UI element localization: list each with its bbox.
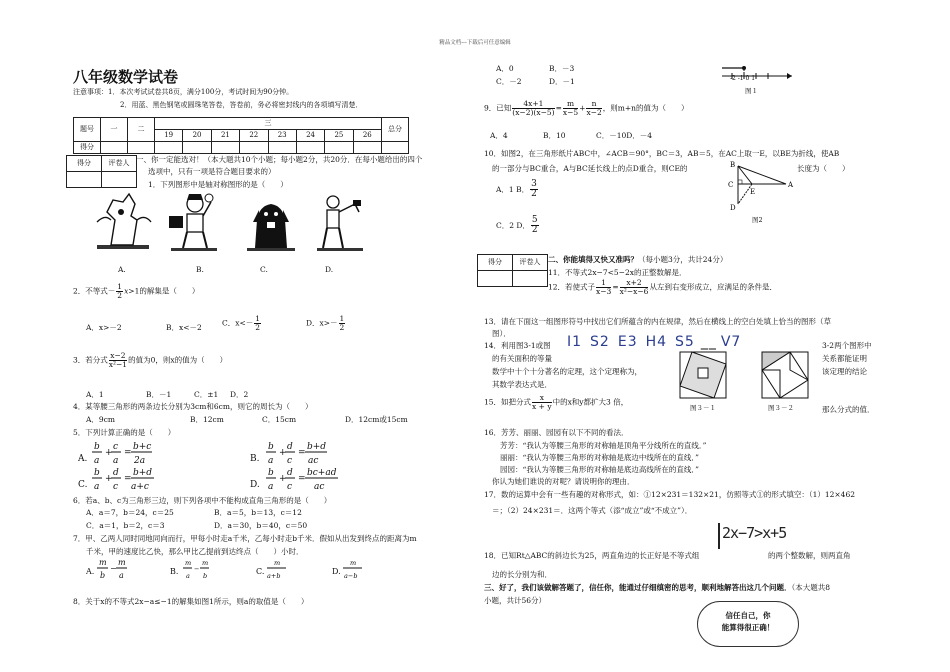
svg-text:m: m: [185, 559, 192, 567]
q2-opt-a[interactable]: A．x>－2: [86, 323, 122, 332]
score-cell[interactable]: [296, 142, 324, 154]
q9-num: 4x+1: [512, 100, 554, 109]
fig2-triangle: [726, 158, 798, 216]
svg-text:b: b: [100, 571, 106, 580]
svg-text:=: =: [298, 448, 306, 458]
q10-text3: 长度为（ ）: [797, 164, 850, 173]
svg-text:A.: A.: [86, 567, 95, 576]
q8-opt-d[interactable]: D．－1: [549, 77, 575, 86]
score-cell[interactable]: [325, 142, 353, 154]
cloud-line-2: 能算得很正确！: [721, 623, 775, 633]
svg-text:d: d: [287, 468, 293, 478]
col-24: 24: [296, 130, 324, 142]
symbol-3: E3: [617, 334, 638, 350]
svg-text:C.: C.: [256, 567, 265, 576]
svg-text:+: +: [279, 474, 287, 484]
q2-c-num: 1: [255, 314, 261, 323]
grader-cell[interactable]: [478, 271, 513, 287]
q12-pre: 12．若使式子: [548, 282, 596, 292]
q3-num: x−2: [110, 351, 126, 360]
q10-opt-cd[interactable]: [496, 216, 540, 236]
svg-text:a: a: [94, 456, 100, 466]
symbol-1: I1: [567, 334, 583, 350]
svg-text:a+c: a+c: [131, 482, 149, 492]
svg-text:bc+ad: bc+ad: [307, 468, 337, 478]
q6-opt-a[interactable]: A．a＝7，b＝24，c＝25: [86, 508, 174, 517]
q15-pre: 15．如把分式: [484, 397, 532, 407]
q9-m: m: [563, 100, 578, 109]
svg-text:A.: A.: [78, 454, 88, 464]
q4-opt-d[interactable]: D．12cm或15cm: [345, 415, 408, 424]
q9-stem: [484, 100, 688, 117]
q12-eq: =: [612, 282, 619, 292]
svg-text:+: +: [105, 448, 113, 458]
q9-n: n: [586, 100, 601, 109]
dancer-figure-icon: [317, 196, 363, 251]
fig2-C: C: [728, 181, 734, 189]
q6-opt-c[interactable]: C．a＝1，b＝2，c＝3: [86, 521, 165, 530]
svg-text:ac: ac: [314, 482, 325, 492]
q10-text2: 的一部分与BC重合，A与BC延长线上的点D重合，则CE的: [492, 164, 688, 173]
encouragement-cloud: [697, 601, 799, 647]
score-table: [73, 117, 409, 154]
q10-b-num: 3: [531, 179, 537, 189]
q9-eq: =: [555, 103, 562, 113]
svg-text:m: m: [202, 559, 209, 567]
q16-t4: 园园：“我认为等腰三角形的对称轴是底边高线所在的直线．”: [500, 465, 699, 474]
score-cell[interactable]: [101, 142, 128, 154]
score-cell[interactable]: [128, 142, 155, 154]
tree-figure-icon: [97, 194, 151, 249]
q3-opt-b[interactable]: B．－1: [146, 390, 172, 399]
q3-opt-c[interactable]: C．±1: [194, 390, 219, 399]
q6-opt-d[interactable]: D．a＝30，b＝40，c＝50: [214, 521, 308, 530]
q7-options-formulas[interactable]: [86, 556, 376, 584]
fig2-E: E: [750, 188, 756, 196]
grader-label: 评卷人: [102, 156, 137, 172]
section3-title: 三、好了，我们该做解答题了，信任你，能通过仔细缜密的思考，顺利地解答出这几个问题．: [484, 583, 792, 592]
q1-opt-b[interactable]: B.: [196, 265, 204, 274]
symbol-2: S2: [590, 334, 610, 350]
section1-head2: 选项中，只有一项是符合题目要求的）: [148, 167, 276, 176]
q10-text: 10．如图2，在三角形纸片ABC中，∠ACB＝90°，BC＝3，AB＝5，在AC上取一E，以BE为折线，使AB: [484, 149, 840, 158]
q1-figures: [95, 190, 365, 256]
q9-den3: x−2: [586, 107, 602, 117]
q2-opt-d[interactable]: [306, 315, 346, 332]
q2-opt-b[interactable]: B．x<－2: [166, 323, 202, 332]
svg-text:a: a: [268, 456, 274, 466]
svg-text:b: b: [94, 468, 100, 478]
q17-t2: ＝；（2）24×231＝．这两个等式（添“成立”或“不成立”）．: [492, 506, 693, 515]
q16-t3: 丽丽：“我认为等腰三角形的对称轴是底边中线所在的直线．”: [500, 453, 699, 462]
q10-d-num: 5: [531, 215, 538, 225]
svg-text:d: d: [287, 442, 293, 452]
q13-text: 13．请在下面这一组图形符号中找出它们所蕴含的内在规律，然后在横线上的空白处填上恰当的图形（草: [484, 317, 832, 326]
svg-text:a: a: [268, 482, 274, 492]
q8-opt-b[interactable]: B．－3: [549, 64, 575, 73]
svg-text:b: b: [203, 572, 208, 580]
svg-text:c: c: [113, 482, 119, 492]
q9-post: ，则m+n的值为（ ）: [602, 103, 689, 113]
q17-t1: 17．数的运算中会有一些有趣的对称形式，如：①12×231＝132×21，仿照等式①的形式填空：（1）12×462: [484, 490, 855, 499]
q14-t4: 其数学表达式是．: [492, 380, 552, 389]
q12-post: 从左到右变形成立，应满足的条件是．: [649, 282, 777, 292]
score-cell[interactable]: [211, 142, 239, 154]
svg-text:c: c: [287, 482, 293, 492]
grader-table-1: [66, 155, 137, 188]
svg-text:+: +: [279, 448, 287, 458]
score-cell[interactable]: [382, 142, 409, 154]
q5-options-formulas[interactable]: [78, 438, 408, 494]
q18-t3: 边的长分别为和．: [492, 570, 552, 579]
col-25: 25: [325, 130, 353, 142]
q9-den2: x−5: [562, 107, 579, 117]
q3-pre: 3．若分式: [73, 355, 108, 365]
svg-text:a: a: [113, 456, 119, 466]
page-title: 八年级数学试卷: [73, 68, 179, 86]
q8-opt-a[interactable]: A．0: [496, 64, 514, 73]
q10-d-den: 2: [531, 225, 538, 236]
q2-d-den: 2: [339, 322, 345, 332]
q3-post: 的值为0，则x的值为（ ）: [128, 355, 228, 365]
score-label: 题号: [74, 118, 101, 142]
q18-inequality-system: 2x−7>x+5: [722, 524, 787, 542]
q10-ab-label: A．1 B．: [496, 184, 530, 194]
section2-sub: （每小题3分，共计24分）: [638, 255, 728, 264]
grader-cell[interactable]: [67, 172, 102, 188]
cloud-line-1: 信任自己，你: [725, 611, 771, 620]
q1-text: 1．下列图形中是轴对称图形的是（ ）: [148, 180, 288, 189]
col-one: 一: [101, 118, 128, 142]
page-header: 精品文档---下载后可任意编辑: [439, 40, 511, 46]
grader-cell[interactable]: [513, 271, 548, 287]
q2-post: >1的解集是（ ）: [128, 286, 200, 296]
svg-text:b+d: b+d: [307, 442, 327, 452]
q18-brace: [718, 523, 720, 549]
q14-t2: 的有关面积的等量: [492, 354, 552, 363]
q12-num: 1: [596, 279, 611, 288]
q7-text: 7．甲、乙两人同时同地同向而行，甲每小时走a千米，乙每小时走b千米．假如从出发到终点的距离为m: [73, 534, 417, 543]
q2-num: 1: [117, 282, 123, 291]
svg-text:a−b: a−b: [344, 572, 358, 580]
section2-title: 二、你能填得又快又准吗？: [548, 255, 638, 264]
q15-stem: [484, 394, 628, 411]
q16-t5: 你认为她们谁说的对呢？请说明你的理由．: [492, 477, 635, 486]
q14-r2: 关系都能证明: [822, 354, 867, 363]
svg-text:b: b: [268, 442, 274, 452]
q15-num: x: [532, 394, 552, 403]
q10-b-den: 2: [531, 189, 537, 200]
svg-text:m: m: [274, 559, 281, 567]
svg-text:=: =: [298, 474, 306, 484]
score-cell[interactable]: [155, 142, 183, 154]
section3-sub2: 小题，共计56分）: [484, 596, 547, 605]
dog-figure-icon: [247, 204, 295, 251]
q13-text2: 图）．: [492, 329, 511, 338]
q15-post: 中的x和y都扩大3 倍，: [552, 397, 629, 407]
svg-text:m: m: [118, 558, 126, 567]
col-total: 总分: [382, 118, 409, 142]
fig2-D: D: [730, 204, 736, 212]
q11-text: 11．不等式2x−7<5−2x的正整数解是．: [548, 268, 687, 277]
svg-text:b+d: b+d: [133, 468, 153, 478]
grader-score-label: 得分: [478, 255, 513, 271]
q4-opt-b[interactable]: B．12cm: [190, 415, 224, 424]
score-cell[interactable]: [268, 142, 296, 154]
q18-t2: 的两个整数解，则两直角: [768, 551, 851, 560]
q3-opt-a[interactable]: A．1: [86, 390, 104, 399]
q16-t2: 芳芳：“我认为等腰三角形的对称轴是顶角平分线所在的直线．”: [500, 441, 707, 450]
svg-text:d: d: [113, 468, 119, 478]
q12-den: x−3: [596, 286, 612, 296]
note-2: 2．用蓝、黑色钢笔或圆珠笔答卷，答卷前，务必将密封线内的各项填写清楚．: [120, 101, 363, 109]
q6-opt-b[interactable]: B．a＝5，b＝13，c＝12: [214, 508, 302, 517]
section3-head: [484, 583, 830, 592]
col-two: 二: [128, 118, 155, 142]
col-23: 23: [268, 130, 296, 142]
svg-text:B.: B.: [170, 567, 179, 576]
svg-text:2a: 2a: [134, 456, 146, 466]
svg-text:−: −: [110, 564, 117, 573]
q1-opt-d[interactable]: D.: [325, 265, 334, 274]
q9-opt-cd[interactable]: C．－10D．－4: [596, 131, 653, 140]
col-20: 20: [183, 130, 211, 142]
q3-stem: [73, 352, 227, 369]
q2-pre: 2．不等式－: [73, 286, 116, 296]
col-22: 22: [240, 130, 268, 142]
q2-x: x: [124, 286, 129, 296]
svg-text:ac: ac: [308, 456, 319, 466]
q1-opt-c[interactable]: C.: [260, 265, 268, 274]
q14-t1: 14．利用图3-1或图: [484, 341, 551, 350]
svg-text:c: c: [287, 456, 293, 466]
q8-text: 8．关于x的不等式2x−a≤−1的解集如图1所示，则a的取值是（ ）: [73, 597, 309, 606]
q9-pre: 9．已知: [484, 103, 512, 113]
q16-t1: 16．芳芳、丽丽、园园有以下不同的看法．: [484, 428, 629, 437]
q2-d-num: 1: [339, 314, 345, 323]
grader-label: 评卷人: [513, 255, 548, 271]
q14-r1: 3-2两个图形中: [822, 341, 872, 350]
q3-opt-d[interactable]: D．2: [230, 390, 249, 399]
q9-plus: +: [579, 103, 586, 113]
q14-r3: 该定理的结论: [822, 367, 867, 376]
q15-tail: 那么分式的值．: [822, 405, 875, 414]
fig2-caption: 图2: [752, 216, 763, 224]
grader-table-2: [477, 254, 548, 287]
col-26: 26: [353, 130, 381, 142]
svg-text:a+b: a+b: [267, 572, 281, 580]
svg-text:−: −: [194, 565, 200, 573]
section1-head: 一、你一定能选对！（本大题共10个小题；每小题2分，共20分．在每小题给出的四个: [136, 155, 423, 164]
fig1-caption: 图１: [745, 87, 758, 95]
q12-den2: x²−x−6: [619, 286, 649, 296]
fig2-A: A: [788, 181, 794, 189]
svg-text:D.: D.: [250, 480, 260, 490]
section2-head: [548, 255, 727, 264]
svg-text:B.: B.: [250, 454, 260, 464]
col-three: 三: [155, 118, 382, 130]
q13-symbol-sequence: [567, 334, 741, 352]
q2-stem: [73, 283, 199, 300]
svg-text:m: m: [99, 558, 107, 567]
q10-cd-label: C．2 D．: [496, 220, 530, 230]
grader-score-label: 得分: [67, 156, 102, 172]
section3-sub: （本大题共8: [791, 583, 831, 592]
svg-text:m: m: [350, 559, 357, 567]
svg-text:c: c: [113, 442, 119, 452]
q4-opt-a[interactable]: A．9cm: [86, 415, 116, 424]
svg-text:a: a: [186, 572, 190, 580]
svg-text:a: a: [94, 482, 100, 492]
q1-opt-a[interactable]: A.: [118, 265, 126, 274]
svg-text:b+c: b+c: [133, 442, 152, 452]
q5-text: 5．下列计算正确的是（ ）: [73, 428, 176, 437]
fig3-squares: [672, 350, 822, 402]
q3-den: x²−1: [108, 359, 128, 369]
q8-opt-c[interactable]: C．－2: [496, 77, 522, 86]
q9-opt-b[interactable]: B．10: [543, 131, 566, 140]
q9-den: (x−2)(x−5): [512, 107, 555, 117]
svg-text:b: b: [268, 468, 274, 478]
score-cell[interactable]: [183, 142, 211, 154]
svg-text:=: =: [124, 474, 132, 484]
score-row-label: 得分: [74, 142, 101, 154]
q6-text: 6．若a、b、c为三角形三边，则下列各项中不能构成直角三角形的是（ ）: [73, 496, 332, 505]
fig3-2-caption: 图３－２: [768, 404, 794, 412]
q7-text2: 千米，甲的速度比乙快，那么甲比乙提前到达终点（ ）小时．: [86, 547, 304, 556]
q12-num2: x+2: [620, 279, 649, 288]
col-21: 21: [211, 130, 239, 142]
svg-text:=: =: [124, 448, 132, 458]
col-19: 19: [155, 130, 183, 142]
score-cell[interactable]: [240, 142, 268, 154]
q2-d-label: D．x>－: [306, 318, 338, 328]
q4-text: 4．某等腰三角形的两条边长分别为3cm和6cm，则它的周长为（ ）: [73, 402, 313, 411]
fig2-B: B: [730, 161, 736, 169]
q2-opt-c[interactable]: [222, 315, 262, 332]
q4-opt-c[interactable]: C．15cm: [262, 415, 297, 424]
q2-c-label: C．x<－: [222, 318, 254, 328]
symbol-7: V7: [720, 334, 742, 350]
archer-figure-icon: [169, 194, 217, 251]
q9-opt-a[interactable]: A．4: [490, 131, 508, 140]
q2-den: 2: [117, 290, 123, 300]
q10-opt-ab[interactable]: [496, 180, 539, 200]
q2-c-den: 2: [255, 322, 261, 332]
symbol-blank: __: [700, 334, 717, 350]
svg-text:D.: D.: [332, 567, 341, 576]
note-1: 注意事项：1．本次考试试卷共8页，满分100分，考试时间为90分钟。: [73, 88, 294, 96]
symbol-5: S5: [675, 334, 695, 350]
q18-t1: 18．已知Rt△ABC的斜边长为25，两直角边的长正好是不等式组: [484, 551, 700, 560]
symbol-4: H4: [645, 334, 668, 350]
q2-frac: [116, 283, 123, 300]
score-cell[interactable]: [353, 142, 381, 154]
q14-t3: 数学中十个十分著名的定理，这个定理称为，: [492, 367, 642, 376]
fig1-ticks: -2 -1 0 1: [730, 75, 756, 82]
q12-stem: [548, 279, 777, 296]
fig3-1-caption: 图３－１: [690, 404, 716, 412]
svg-text:+: +: [105, 474, 113, 484]
svg-text:b: b: [94, 442, 100, 452]
svg-text:a: a: [119, 571, 124, 580]
grader-cell[interactable]: [102, 172, 137, 188]
svg-text:C.: C.: [78, 480, 88, 490]
q15-den: x + y: [532, 401, 552, 411]
